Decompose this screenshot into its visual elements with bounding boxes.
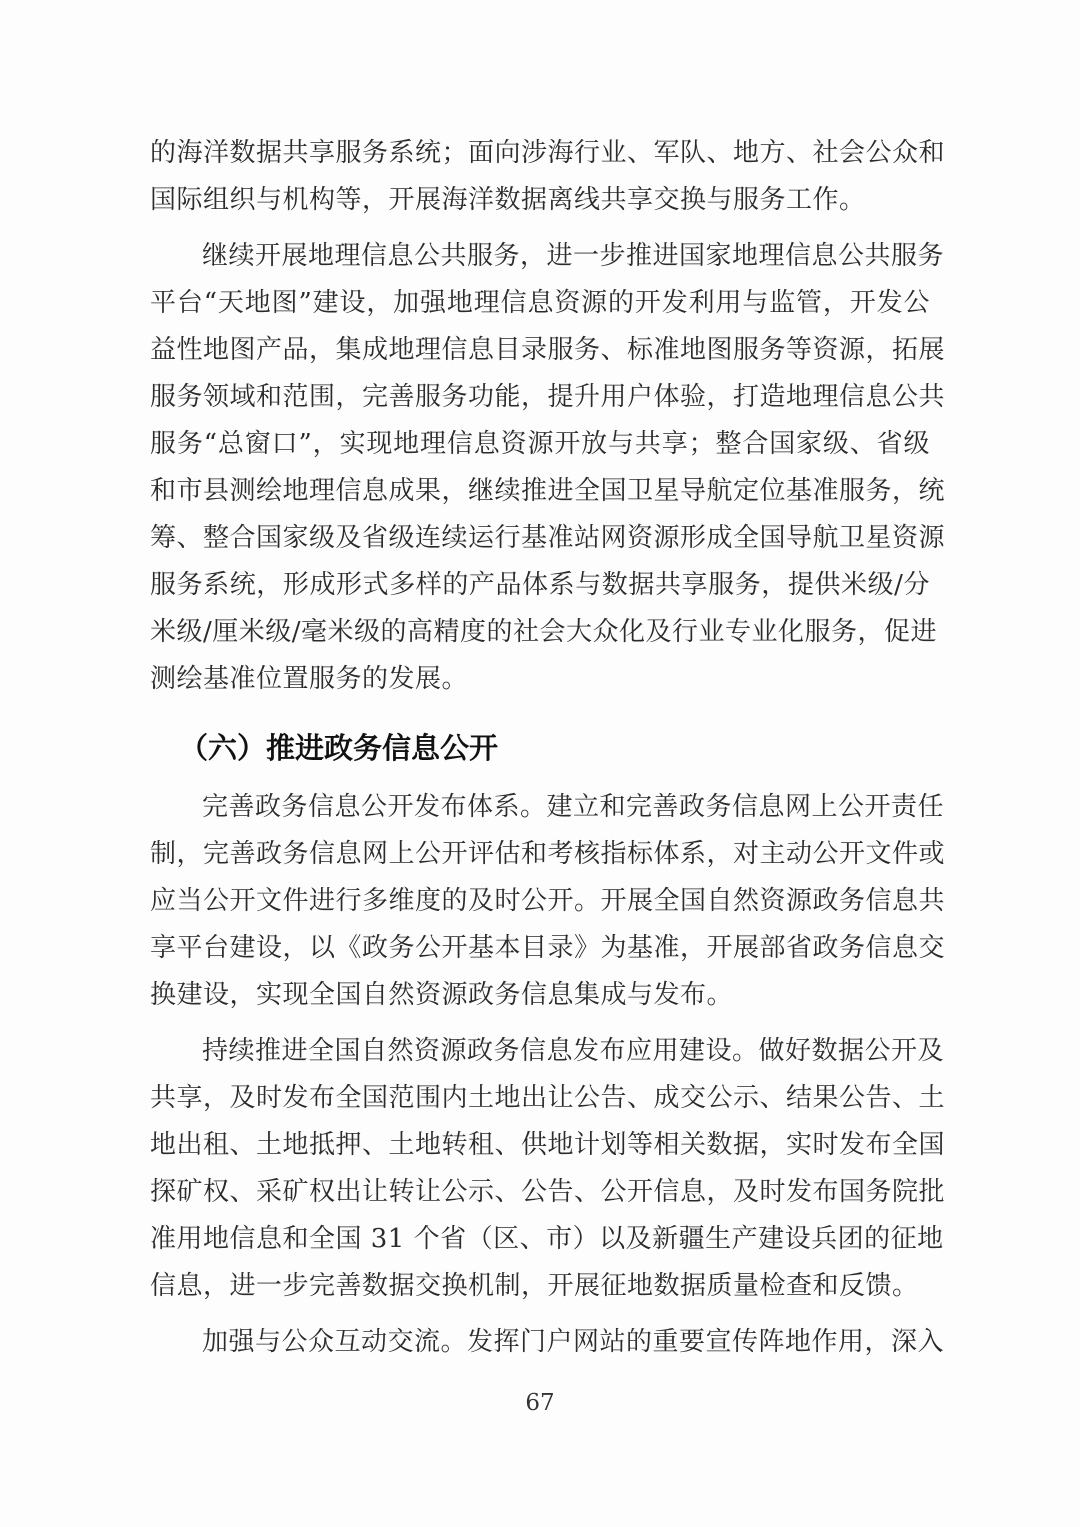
text-line: 共享，及时发布全国范围内土地出让公告、成交公示、结果公告、土 <box>150 1083 946 1113</box>
text-line: 信息，进一步完善数据交换机制，开展征地数据质量检查和反馈。 <box>150 1271 919 1301</box>
section-heading: （六）推进政务信息公开 <box>179 731 499 765</box>
document-content <box>150 130 946 1366</box>
text-line: 持续推进全国自然资源政务信息发布应用建设。做好数据公开及 <box>202 1036 945 1066</box>
text-line: 服务系统，形成形式多样的产品体系与数据共享服务，提供米级/分 <box>150 570 930 600</box>
paragraph <box>150 233 946 703</box>
paragraph <box>150 1028 946 1310</box>
text-line: 继续开展地理信息公共服务，进一步推进国家地理信息公共服务 <box>202 241 945 271</box>
text-line: 筹、整合国家级及省级连续运行基准站网资源形成全国导航卫星资源 <box>150 523 946 553</box>
text-line: 平台“天地图”建设，加强地理信息资源的开发利用与监管，开发公 <box>150 288 930 318</box>
text-line: 应当公开文件进行多维度的及时公开。开展全国自然资源政务信息共 <box>150 886 946 916</box>
text-line: 国际组织与机构等，开展海洋数据离线共享交换与服务工作。 <box>150 185 866 215</box>
text-line: 的海洋数据共享服务系统；面向涉海行业、军队、地方、社会公众和 <box>150 138 946 168</box>
text-line: 制，完善政务信息网上公开评估和考核指标体系，对主动公开文件或 <box>150 839 946 869</box>
text-line: 完善政务信息公开发布体系。建立和完善政务信息网上公开责任 <box>202 792 945 822</box>
text-line: 换建设，实现全国自然资源政务信息集成与发布。 <box>150 980 734 1010</box>
text-line: 米级/厘米级/毫米级的高精度的社会大众化及行业专业化服务，促进 <box>150 617 938 647</box>
text-line: 和市县测绘地理信息成果，继续推进全国卫星导航定位基准服务，统 <box>150 476 946 506</box>
text-line: 地出租、土地抵押、土地转租、供地计划等相关数据，实时发布全国 <box>150 1130 946 1160</box>
text-line: 服务“总窗口”，实现地理信息资源开放与共享；整合国家级、省级 <box>150 429 930 459</box>
paragraph-continued-from-previous-page <box>150 130 946 224</box>
text-line: 益性地图产品，集成地理信息目录服务、标准地图服务等资源，拓展 <box>150 335 946 365</box>
text-line: 准用地信息和全国 31 个省（区、市）以及新疆生产建设兵团的征地 <box>150 1224 944 1254</box>
text-line: 享平台建设，以《政务公开基本目录》为基准，开展部省政务信息交 <box>150 933 946 963</box>
text-line: 服务领域和范围，完善服务功能，提升用户体验，打造地理信息公共 <box>150 382 946 412</box>
paragraph <box>150 784 946 1019</box>
text-line: 加强与公众互动交流。发挥门户网站的重要宣传阵地作用，深入 <box>202 1327 945 1357</box>
text-line: 探矿权、采矿权出让转让公示、公告、公开信息，及时发布国务院批 <box>150 1177 946 1207</box>
page-number: 67 <box>525 1390 555 1416</box>
text-line: 测绘基准位置服务的发展。 <box>150 664 469 694</box>
paragraph <box>150 1319 945 1366</box>
